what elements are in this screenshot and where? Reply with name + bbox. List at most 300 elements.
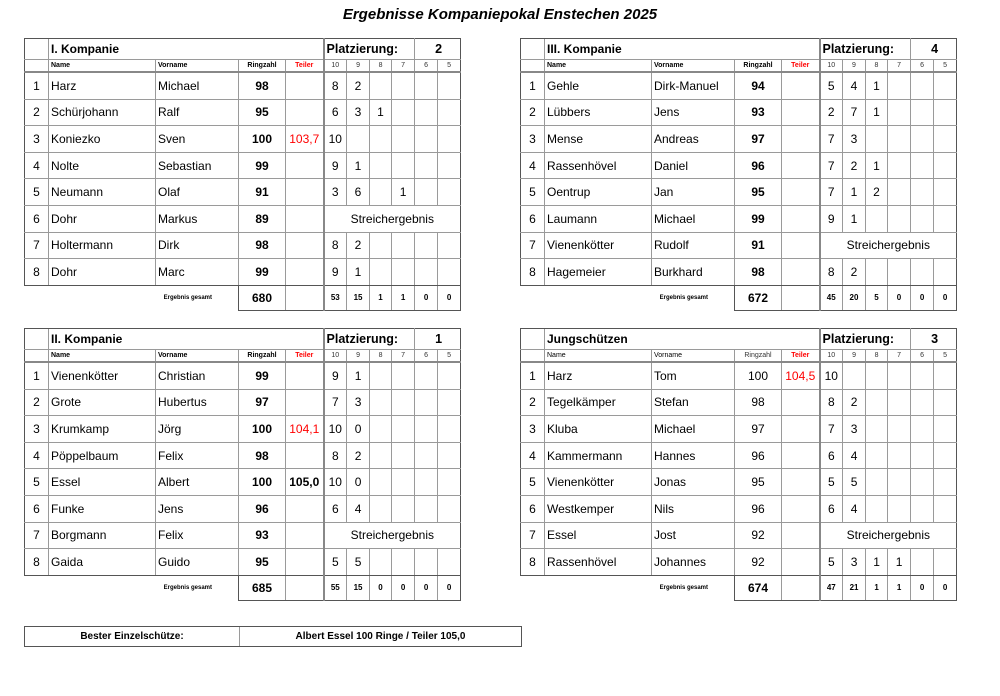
ring-count-5 — [934, 152, 957, 179]
total-count-7: 1 — [392, 285, 415, 310]
shooter-teiler — [782, 232, 820, 259]
ring-count-7 — [888, 362, 911, 389]
ring-count-8 — [370, 389, 392, 416]
shooter-row — [521, 416, 957, 443]
ring-count-8 — [866, 469, 888, 496]
ring-count-6 — [911, 362, 934, 389]
header-ring-6: 6 — [911, 350, 934, 363]
title-spacer — [521, 39, 545, 60]
ring-count-10: 6 — [820, 495, 843, 522]
header-teiler: Teiler — [782, 350, 820, 363]
shooter-name: Vienenkötter — [545, 232, 652, 259]
header-ring-8: 8 — [370, 350, 392, 363]
total-count-5: 0 — [438, 285, 461, 310]
ring-count-5 — [934, 469, 957, 496]
shooter-teiler — [286, 205, 324, 232]
shooter-vorname: Jan — [652, 179, 735, 206]
ring-count-8 — [370, 72, 392, 99]
ring-count-8: 1 — [370, 99, 392, 126]
header-ringzahl: Ringzahl — [735, 350, 782, 363]
shooter-vorname: Guido — [156, 549, 239, 576]
ring-count-5 — [438, 389, 461, 416]
shooter-name: Kammermann — [545, 442, 652, 469]
ring-count-6 — [911, 205, 934, 232]
ring-count-6 — [415, 416, 438, 443]
shooter-teiler — [782, 549, 820, 576]
header-ring-10: 10 — [324, 60, 347, 73]
ring-count-5 — [438, 442, 461, 469]
shooter-teiler — [286, 179, 324, 206]
total-count-9: 20 — [843, 285, 866, 310]
total-count-7: 0 — [392, 575, 415, 600]
shooter-teiler — [286, 522, 324, 549]
header-ring-9: 9 — [347, 60, 370, 73]
ring-count-6 — [911, 416, 934, 443]
shooter-name: Dohr — [49, 205, 156, 232]
ring-count-9: 4 — [347, 495, 370, 522]
header-ring-7: 7 — [888, 60, 911, 73]
row-number: 3 — [25, 126, 49, 153]
ring-count-9: 3 — [843, 126, 866, 153]
shooter-teiler — [782, 259, 820, 286]
row-number: 2 — [25, 389, 49, 416]
row-number: 3 — [521, 126, 545, 153]
header-vorname: Vorname — [652, 60, 735, 73]
shooter-vorname: Hubertus — [156, 389, 239, 416]
total-count-10: 45 — [820, 285, 843, 310]
team-name: III. Kompanie — [545, 39, 820, 60]
shooter-name: Vienenkötter — [49, 362, 156, 389]
shooter-row — [25, 72, 461, 99]
ring-count-7 — [392, 259, 415, 286]
ring-count-8 — [866, 389, 888, 416]
ring-count-8 — [370, 232, 392, 259]
total-teiler — [286, 575, 324, 600]
ring-count-9: 1 — [843, 205, 866, 232]
shooter-teiler — [286, 259, 324, 286]
shooter-vorname: Nils — [652, 495, 735, 522]
ring-count-9: 1 — [843, 179, 866, 206]
shooter-name: Holtermann — [49, 232, 156, 259]
header-ring-6: 6 — [911, 60, 934, 73]
total-count-8: 0 — [370, 575, 392, 600]
ring-count-5 — [934, 259, 957, 286]
shooter-teiler — [782, 495, 820, 522]
shooter-row — [25, 416, 461, 443]
ring-count-7 — [392, 72, 415, 99]
shooter-name: Essel — [49, 469, 156, 496]
shooter-ringzahl: 97 — [239, 389, 286, 416]
shooter-ringzahl: 92 — [735, 549, 782, 576]
total-count-10: 47 — [820, 575, 843, 600]
shooter-ringzahl: 95 — [239, 99, 286, 126]
ring-count-9: 0 — [347, 469, 370, 496]
shooter-name: Harz — [545, 362, 652, 389]
shooter-teiler — [782, 99, 820, 126]
header-ring-10: 10 — [324, 350, 347, 363]
row-number: 3 — [521, 416, 545, 443]
ring-count-10: 10 — [820, 362, 843, 389]
shooter-vorname: Michael — [156, 72, 239, 99]
ring-count-8 — [866, 442, 888, 469]
ring-count-7 — [392, 389, 415, 416]
row-number: 5 — [25, 179, 49, 206]
ring-count-6 — [415, 389, 438, 416]
shooter-vorname: Sebastian — [156, 152, 239, 179]
ring-count-6 — [911, 389, 934, 416]
page-title: Ergebnisse Kompaniepokal Enstechen 2025 — [342, 6, 658, 23]
total-count-9: 21 — [843, 575, 866, 600]
ring-count-8 — [370, 362, 392, 389]
header-ring-5: 5 — [934, 350, 957, 363]
ring-count-6 — [911, 442, 934, 469]
ring-count-5 — [934, 72, 957, 99]
shooter-ringzahl: 99 — [735, 205, 782, 232]
ring-count-6 — [415, 126, 438, 153]
shooter-name: Rassenhövel — [545, 152, 652, 179]
ring-count-9 — [347, 126, 370, 153]
ring-count-7 — [888, 205, 911, 232]
shooter-vorname: Hannes — [652, 442, 735, 469]
ring-count-5 — [438, 152, 461, 179]
header-ring-8: 8 — [370, 60, 392, 73]
shooter-ringzahl: 93 — [735, 99, 782, 126]
ring-count-10: 5 — [324, 549, 347, 576]
total-ringzahl: 685 — [239, 575, 286, 600]
total-count-9: 15 — [347, 285, 370, 310]
shooter-vorname: Dirk — [156, 232, 239, 259]
shooter-name: Grote — [49, 389, 156, 416]
ring-count-9: 2 — [347, 72, 370, 99]
shooter-vorname: Sven — [156, 126, 239, 153]
row-number: 8 — [521, 259, 545, 286]
row-number: 6 — [25, 205, 49, 232]
team-name: Jungschützen — [545, 329, 820, 350]
total-count-9: 15 — [347, 575, 370, 600]
shooter-name: Krumkamp — [49, 416, 156, 443]
ring-count-9: 3 — [347, 99, 370, 126]
ring-count-7: 1 — [888, 549, 911, 576]
ring-count-8 — [370, 179, 392, 206]
shooter-name: Rassenhövel — [545, 549, 652, 576]
row-number: 5 — [25, 469, 49, 496]
ring-count-7: 1 — [392, 179, 415, 206]
ring-count-10: 10 — [324, 416, 347, 443]
ring-count-7 — [392, 469, 415, 496]
shooter-row — [25, 232, 461, 259]
team-table-jungschuetzen — [520, 328, 956, 601]
header-ring-5: 5 — [934, 60, 957, 73]
ring-count-6 — [415, 72, 438, 99]
ring-count-5 — [438, 126, 461, 153]
ring-count-10: 7 — [820, 179, 843, 206]
header-ring-8: 8 — [866, 60, 888, 73]
placement-value: 1 — [415, 329, 461, 350]
shooter-ringzahl: 96 — [239, 495, 286, 522]
shooter-row — [25, 549, 461, 576]
ring-count-8 — [370, 495, 392, 522]
ring-count-6 — [911, 126, 934, 153]
row-number: 2 — [521, 99, 545, 126]
row-number: 5 — [521, 179, 545, 206]
ring-count-6 — [911, 469, 934, 496]
shooter-name: Essel — [545, 522, 652, 549]
shooter-vorname: Markus — [156, 205, 239, 232]
ring-count-7 — [888, 389, 911, 416]
shooter-ringzahl: 94 — [735, 72, 782, 99]
shooter-vorname: Jens — [156, 495, 239, 522]
ring-count-5 — [438, 179, 461, 206]
row-number: 7 — [521, 522, 545, 549]
ring-count-8 — [370, 259, 392, 286]
total-teiler — [782, 575, 820, 600]
row-number: 7 — [25, 522, 49, 549]
ring-count-7 — [392, 126, 415, 153]
header-ringzahl: Ringzahl — [239, 350, 286, 363]
ring-count-6 — [415, 442, 438, 469]
team-table-i-kompanie — [24, 38, 460, 311]
ring-count-5 — [934, 179, 957, 206]
shooter-vorname: Jörg — [156, 416, 239, 443]
ring-count-10: 8 — [324, 442, 347, 469]
ring-count-9 — [843, 362, 866, 389]
shooter-ringzahl: 98 — [735, 259, 782, 286]
ring-count-9: 7 — [843, 99, 866, 126]
placement-label: Platzierung: — [324, 329, 415, 350]
shooter-row — [25, 126, 461, 153]
shooter-ringzahl: 98 — [239, 232, 286, 259]
ring-count-10: 7 — [820, 126, 843, 153]
ring-count-7 — [888, 99, 911, 126]
shooter-vorname: Christian — [156, 362, 239, 389]
total-label: Ergebnis gesamt — [659, 295, 708, 301]
ring-count-5 — [438, 99, 461, 126]
header-number — [25, 350, 49, 363]
ring-count-9: 2 — [347, 442, 370, 469]
team-table-ii-kompanie — [24, 328, 460, 601]
shooter-ringzahl: 95 — [239, 549, 286, 576]
shooter-name: Schürjohann — [49, 99, 156, 126]
header-teiler: Teiler — [286, 60, 324, 73]
ring-count-7 — [888, 442, 911, 469]
ring-count-5 — [438, 469, 461, 496]
shooter-teiler: 104,1 — [286, 416, 324, 443]
ring-count-5 — [934, 495, 957, 522]
ring-count-8 — [370, 152, 392, 179]
ring-count-7 — [888, 152, 911, 179]
total-count-5: 0 — [438, 575, 461, 600]
ring-count-5 — [438, 259, 461, 286]
shooter-ringzahl: 100 — [239, 469, 286, 496]
ring-count-8: 1 — [866, 99, 888, 126]
header-name: Name — [545, 350, 652, 363]
ring-count-9: 4 — [843, 72, 866, 99]
ring-count-7 — [888, 72, 911, 99]
shooter-row — [521, 442, 957, 469]
header-ringzahl: Ringzahl — [735, 60, 782, 73]
ring-count-8 — [370, 442, 392, 469]
ring-count-8 — [370, 469, 392, 496]
shooter-row — [25, 205, 461, 232]
shooter-teiler: 105,0 — [286, 469, 324, 496]
total-ringzahl: 680 — [239, 285, 286, 310]
header-teiler: Teiler — [286, 350, 324, 363]
shooter-teiler — [782, 469, 820, 496]
ring-count-5 — [934, 416, 957, 443]
ring-count-9: 3 — [347, 389, 370, 416]
header-number — [521, 60, 545, 73]
shooter-teiler: 103,7 — [286, 126, 324, 153]
ring-count-10: 3 — [324, 179, 347, 206]
ring-count-9: 2 — [843, 389, 866, 416]
shooter-ringzahl: 99 — [239, 259, 286, 286]
ring-count-9: 3 — [843, 416, 866, 443]
shooter-teiler — [286, 495, 324, 522]
shooter-name: Kluba — [545, 416, 652, 443]
ring-count-10: 7 — [820, 416, 843, 443]
shooter-name: Hagemeier — [545, 259, 652, 286]
ring-count-7 — [392, 232, 415, 259]
shooter-teiler — [286, 362, 324, 389]
ring-count-7 — [888, 416, 911, 443]
team-name: II. Kompanie — [49, 329, 324, 350]
shooter-ringzahl: 100 — [239, 126, 286, 153]
ring-count-8: 1 — [866, 549, 888, 576]
ring-count-9: 0 — [347, 416, 370, 443]
ring-count-7 — [888, 126, 911, 153]
ring-count-9: 6 — [347, 179, 370, 206]
ring-count-7 — [888, 179, 911, 206]
shooter-row — [521, 179, 957, 206]
best-shooter-label: Bester Einzelschütze: — [25, 627, 240, 646]
total-count-6: 0 — [911, 285, 934, 310]
row-number: 7 — [25, 232, 49, 259]
shooter-row — [25, 99, 461, 126]
row-number: 4 — [521, 442, 545, 469]
total-label: Ergebnis gesamt — [659, 585, 708, 591]
header-ring-7: 7 — [392, 60, 415, 73]
ring-count-10: 5 — [820, 72, 843, 99]
ring-count-6 — [415, 232, 438, 259]
shooter-name: Funke — [49, 495, 156, 522]
total-label: Ergebnis gesamt — [163, 585, 212, 591]
ring-count-5 — [438, 495, 461, 522]
ring-count-5 — [438, 232, 461, 259]
shooter-vorname: Andreas — [652, 126, 735, 153]
row-number: 3 — [25, 416, 49, 443]
ring-count-10: 2 — [820, 99, 843, 126]
row-number: 5 — [521, 469, 545, 496]
ring-count-6 — [911, 152, 934, 179]
ring-count-8 — [370, 549, 392, 576]
strike-result: Streichergebnis — [324, 205, 461, 232]
ring-count-8 — [370, 416, 392, 443]
total-count-6: 0 — [911, 575, 934, 600]
header-ring-5: 5 — [438, 350, 461, 363]
header-ringzahl: Ringzahl — [239, 60, 286, 73]
total-count-10: 55 — [324, 575, 347, 600]
shooter-ringzahl: 97 — [735, 416, 782, 443]
strike-result: Streichergebnis — [324, 522, 461, 549]
header-ring-9: 9 — [347, 350, 370, 363]
ring-count-8: 1 — [866, 72, 888, 99]
shooter-teiler — [286, 72, 324, 99]
ring-count-7 — [392, 416, 415, 443]
header-ring-5: 5 — [438, 60, 461, 73]
row-number: 1 — [521, 72, 545, 99]
ring-count-10: 9 — [820, 205, 843, 232]
ring-count-8 — [866, 126, 888, 153]
ring-count-5 — [934, 99, 957, 126]
total-count-10: 53 — [324, 285, 347, 310]
title-spacer — [25, 329, 49, 350]
shooter-ringzahl: 98 — [735, 389, 782, 416]
ring-count-5 — [934, 442, 957, 469]
row-number: 7 — [521, 232, 545, 259]
shooter-ringzahl: 92 — [735, 522, 782, 549]
ring-count-10: 6 — [324, 495, 347, 522]
ring-count-10: 10 — [324, 126, 347, 153]
shooter-row — [521, 469, 957, 496]
ring-count-6 — [415, 495, 438, 522]
ring-count-6 — [911, 99, 934, 126]
placement-label: Platzierung: — [324, 39, 415, 60]
header-number — [521, 350, 545, 363]
row-number: 1 — [25, 362, 49, 389]
shooter-row — [25, 152, 461, 179]
shooter-teiler — [782, 152, 820, 179]
header-vorname: Vorname — [652, 350, 735, 363]
ring-count-6 — [911, 495, 934, 522]
shooter-vorname: Tom — [652, 362, 735, 389]
title-spacer — [25, 39, 49, 60]
shooter-row — [521, 205, 957, 232]
row-number: 6 — [521, 495, 545, 522]
shooter-teiler — [782, 416, 820, 443]
ring-count-8 — [866, 495, 888, 522]
ring-count-5 — [438, 549, 461, 576]
shooter-row — [521, 232, 957, 259]
ring-count-7 — [392, 152, 415, 179]
shooter-ringzahl: 93 — [239, 522, 286, 549]
shooter-row — [521, 259, 957, 286]
placement-value: 3 — [911, 329, 957, 350]
best-shooter-box — [24, 626, 522, 647]
shooter-ringzahl: 89 — [239, 205, 286, 232]
shooter-ringzahl: 96 — [735, 495, 782, 522]
header-ring-10: 10 — [820, 350, 843, 363]
ring-count-6 — [911, 549, 934, 576]
shooter-row — [521, 99, 957, 126]
header-ring-6: 6 — [415, 350, 438, 363]
ring-count-7 — [392, 99, 415, 126]
ring-count-10: 10 — [324, 469, 347, 496]
row-number: 6 — [521, 205, 545, 232]
shooter-teiler — [286, 389, 324, 416]
best-shooter-value: Albert Essel 100 Ringe / Teiler 105,0 — [295, 631, 466, 642]
ring-count-10: 6 — [820, 442, 843, 469]
shooter-teiler — [286, 442, 324, 469]
header-vorname: Vorname — [156, 350, 239, 363]
total-count-8: 1 — [370, 285, 392, 310]
shooter-ringzahl: 99 — [239, 152, 286, 179]
row-number: 2 — [521, 389, 545, 416]
ring-count-6 — [911, 259, 934, 286]
header-ring-10: 10 — [820, 60, 843, 73]
ring-count-6 — [415, 549, 438, 576]
shooter-name: Vienenkötter — [545, 469, 652, 496]
total-label: Ergebnis gesamt — [163, 295, 212, 301]
